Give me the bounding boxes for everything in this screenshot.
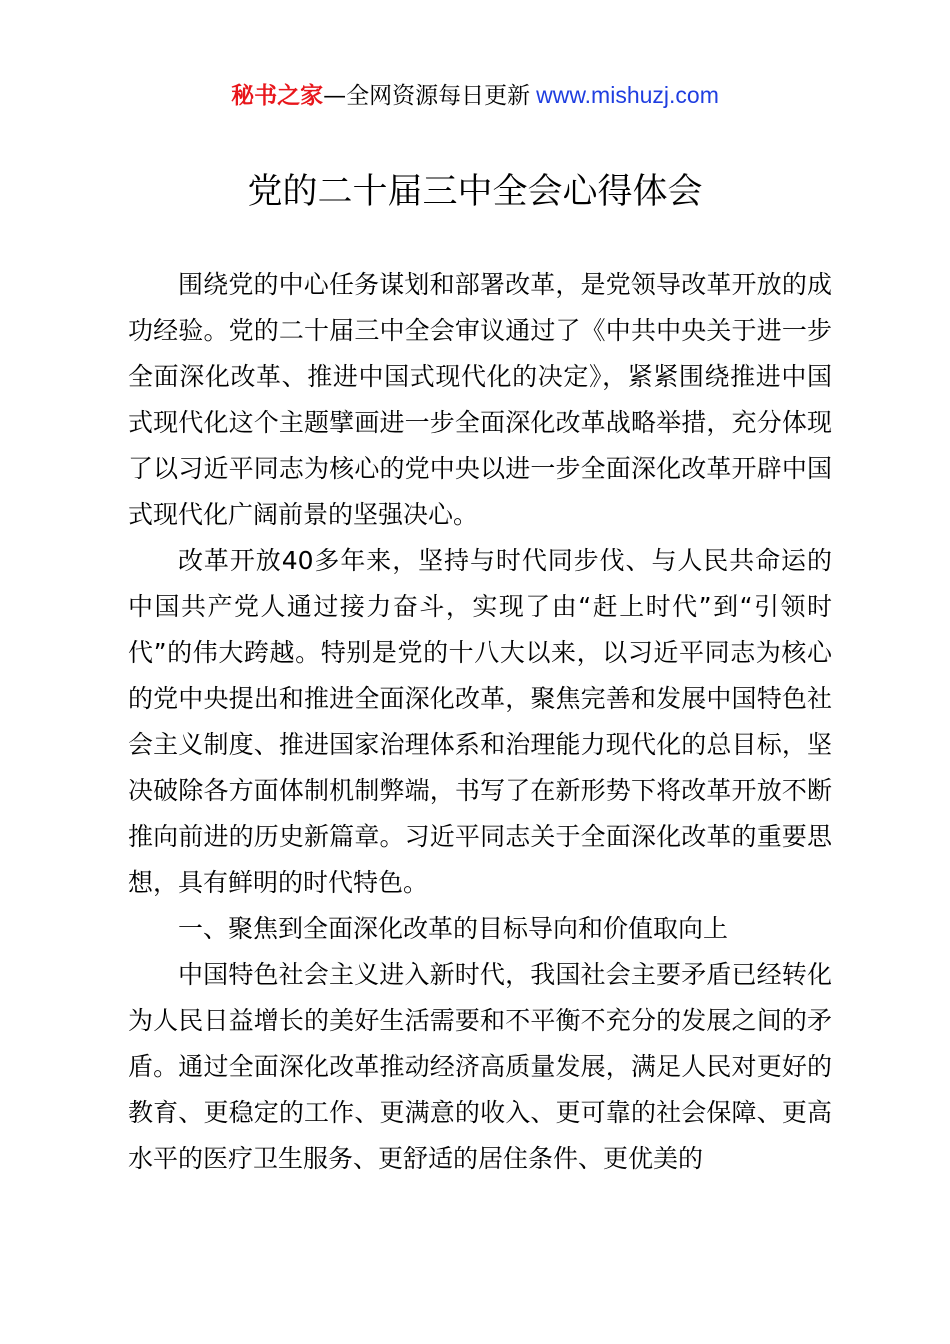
- site-brand: 秘书之家: [231, 83, 324, 109]
- paragraph-history: 改革开放40多年来，坚持与时代同步伐、与人民共命运的中国共产党人通过接力奋斗，实现了由“赶上时代”到“引领时代”的伟大跨越。特别是党的十八大以来，以习近平同志为核心的党中央提出和推进全面深化改革，聚焦完善和发展中国特色社会主义制度、推进国家治理体系和治理能力现代化的总目标，坚决破除各方面体制机制弊端，书写了在新形势下将改革开放不断推向前进的历史新篇章。习近平同志关于全面深化改革的重要思想，具有鲜明的时代特色。: [128, 546, 832, 897]
- site-header: [0, 80, 950, 111]
- document-title: 党的二十届三中全会心得体会: [247, 172, 703, 212]
- paragraph-intro: 围绕党的中心任务谋划和部署改革，是党领导改革开放的成功经验。党的二十届三中全会审议通过了《中共中央关于进一步全面深化改革、推进中国式现代化的决定》，紧紧围绕推进中国式现代化这个主题擘画进一步全面深化改革战略举措，充分体现了以习近平同志为核心的党中央以进一步全面深化改革开辟中国式现代化广阔前景的坚强决心。: [128, 270, 832, 529]
- paragraph-section-1: 中国特色社会主义进入新时代，我国社会主要矛盾已经转化为人民日益增长的美好生活需要和不平衡不充分的发展之间的矛盾。通过全面深化改革推动经济高质量发展，满足人民对更好的教育、更稳定的工作、更满意的收入、更可靠的社会保障、更高水平的医疗卫生服务、更舒适的居住条件、更优美的: [128, 960, 832, 1173]
- site-url-link[interactable]: www.mishuzj.com: [536, 82, 719, 108]
- section-heading-1: 一、聚焦到全面深化改革的目标导向和价值取向上: [178, 914, 729, 943]
- site-tagline: —全网资源每日更新: [323, 83, 531, 109]
- document-body: [128, 262, 832, 1182]
